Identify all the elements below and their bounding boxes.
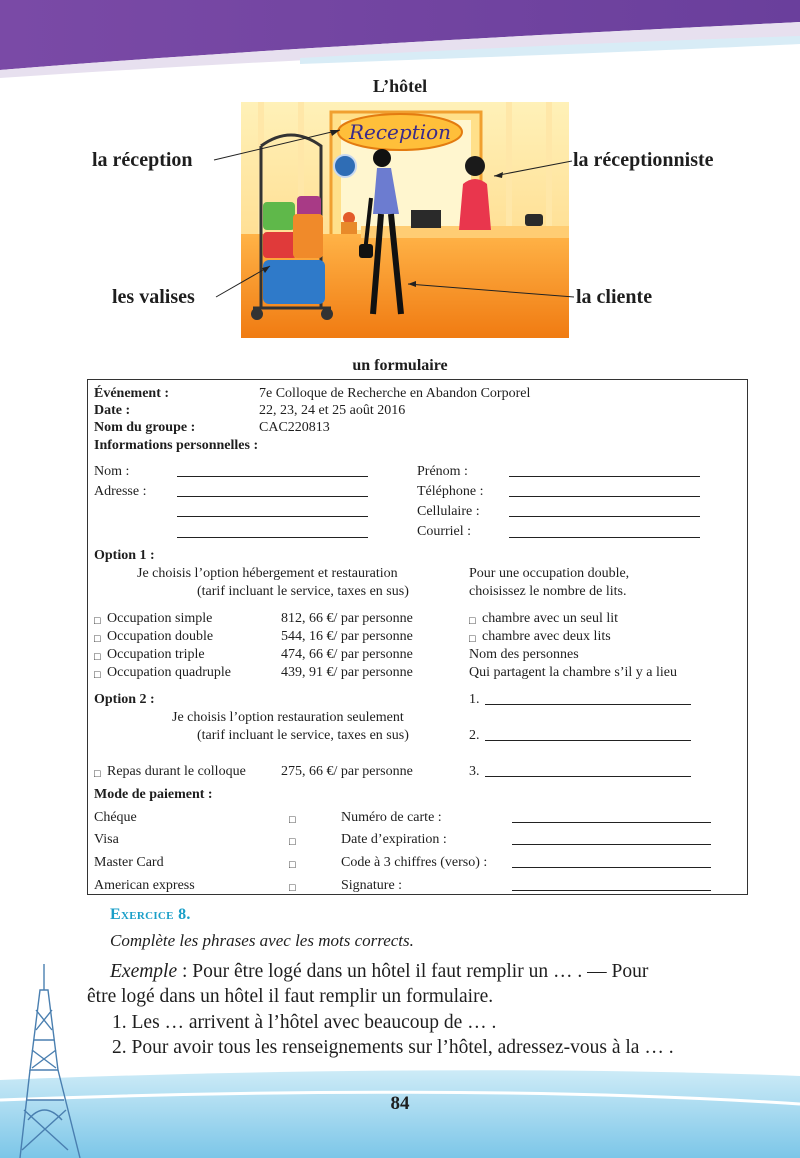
first-name-field[interactable] [509,476,700,477]
header-band [0,0,800,80]
first-name-label: Prénom : [417,464,468,479]
mobile-label: Cellulaire : [417,504,480,519]
email-field[interactable] [509,537,700,538]
payment-visa-label: Visa [94,832,119,847]
person-3-field[interactable] [485,776,691,777]
occupancy-simple-price: 812, 66 €/ par personne [281,611,413,626]
payment-visa-checkbox[interactable]: □ [289,836,296,848]
email-label: Courriel : [417,524,472,539]
exercise-heading [110,906,191,924]
signature-field[interactable] [512,890,711,891]
label-reception: la réception [92,149,193,171]
single-bed-checkbox[interactable]: □ [469,615,476,627]
occupancy-quadruple-checkbox[interactable]: □ [94,669,101,681]
address-field-3[interactable] [177,537,368,538]
option1-heading: Option 1 : [94,548,155,563]
phone-field[interactable] [509,496,700,497]
occupancy-triple-price: 474, 66 €/ par personne [281,647,413,662]
group-label: Nom du groupe : [94,420,196,435]
exercise-example-line1 [87,959,751,984]
exercise-item-2: 2. Pour avoir tous les renseignements sur l’hôtel, adressez-vous à la … . [112,1037,674,1058]
signature-label: Signature : [341,878,403,893]
occupancy-triple-label: Occupation triple [107,647,205,662]
security-code-label: Code à 3 chiffres (verso) : [341,855,488,870]
expiry-date-field[interactable] [512,844,711,845]
personal-info-heading: Informations personnelles : [94,438,259,453]
date-label: Date : [94,403,131,418]
payment-amex-label: American express [94,878,195,893]
name-label: Nom : [94,464,130,479]
payment-mastercard-checkbox[interactable]: □ [289,859,296,871]
eiffel-tower-icon [0,960,100,1158]
occupancy-simple-label: Occupation simple [107,611,213,626]
phone-label: Téléphone : [417,484,484,499]
page-number: 84 [390,1093,410,1114]
address-field-1[interactable] [177,496,368,497]
page-title: L’hôtel [372,76,428,96]
payment-mastercard-label: Master Card [94,855,164,870]
exercise-instruction: Complète les phrases avec les mots corrects. [110,931,414,950]
address-field-2[interactable] [177,516,368,517]
exercise-example-line2: être logé dans un hôtel il faut remplir un formulaire. [87,986,494,1007]
payment-amex-checkbox[interactable]: □ [289,882,296,894]
occupancy-double-price: 544, 16 €/ par personne [281,629,413,644]
example-word: Exemple [110,961,178,982]
payment-cheque-label: Chéque [94,810,137,825]
form-title: un formulaire [352,357,448,374]
sharing-label: Qui partagent la chambre s’il y a lieu [469,665,677,680]
person-2-field[interactable] [485,740,691,741]
option2-description: Je choisis l’option restauration seulement [172,710,404,725]
option1-description: Je choisis l’option hébergement et restauration [137,566,398,581]
two-beds-label: chambre avec deux lits [482,629,611,644]
exercise-item-1: 1. Les … arrivent à l’hôtel avec beaucoup de … . [112,1012,497,1033]
label-client: la cliente [576,286,653,308]
person-1-number: 1. [469,692,480,707]
two-beds-checkbox[interactable]: □ [469,633,476,645]
payment-cheque-checkbox[interactable]: □ [289,814,296,826]
person-2-number: 2. [469,728,480,743]
label-receptionist: la réceptionniste [573,149,714,171]
event-label: Événement : [94,386,170,401]
meal-checkbox[interactable]: □ [94,768,101,780]
meal-price: 275, 66 €/ par personne [281,764,413,779]
hotel-reception-illustration [241,102,569,338]
occupancy-triple-checkbox[interactable]: □ [94,651,101,663]
card-number-label: Numéro de carte : [341,810,442,825]
person-1-field[interactable] [485,704,691,705]
choose-beds-note: choisissez le nombre de lits. [469,584,627,599]
option2-tariff-note: (tarif incluant le service, taxes en sus) [197,728,409,743]
occupancy-quadruple-price: 439, 91 €/ par personne [281,665,413,680]
label-suitcases: les valises [112,286,195,308]
mobile-field[interactable] [509,516,700,517]
occupancy-double-checkbox[interactable]: □ [94,633,101,645]
person-3-number: 3. [469,764,480,779]
occupancy-quadruple-label: Occupation quadruple [107,665,232,680]
exercise-heading-text: Exercice 8. [110,906,191,923]
option2-heading: Option 2 : [94,692,155,707]
occupancy-simple-checkbox[interactable]: □ [94,615,101,627]
double-occupancy-note: Pour une occupation double, [469,566,630,581]
registration-form [87,379,748,895]
address-label: Adresse : [94,484,147,499]
names-label: Nom des personnes [469,647,579,662]
payment-heading: Mode de paiement : [94,787,213,802]
event-value: 7e Colloque de Recherche en Abandon Corporel [259,386,531,401]
reception-sign-text: Reception [348,120,452,144]
card-number-field[interactable] [512,822,711,823]
single-bed-label: chambre avec un seul lit [482,611,619,626]
name-field[interactable] [177,476,368,477]
group-value: CAC220813 [259,420,330,435]
meal-label: Repas durant le colloque [107,764,246,779]
expiry-date-label: Date d’expiration : [341,832,447,847]
example-text: : Pour être logé dans un hôtel il faut remplir un … . — Pour [177,961,649,982]
security-code-field[interactable] [512,867,711,868]
occupancy-double-label: Occupation double [107,629,214,644]
date-value: 22, 23, 24 et 25 août 2016 [259,403,406,418]
option1-tariff-note: (tarif incluant le service, taxes en sus) [197,584,409,599]
